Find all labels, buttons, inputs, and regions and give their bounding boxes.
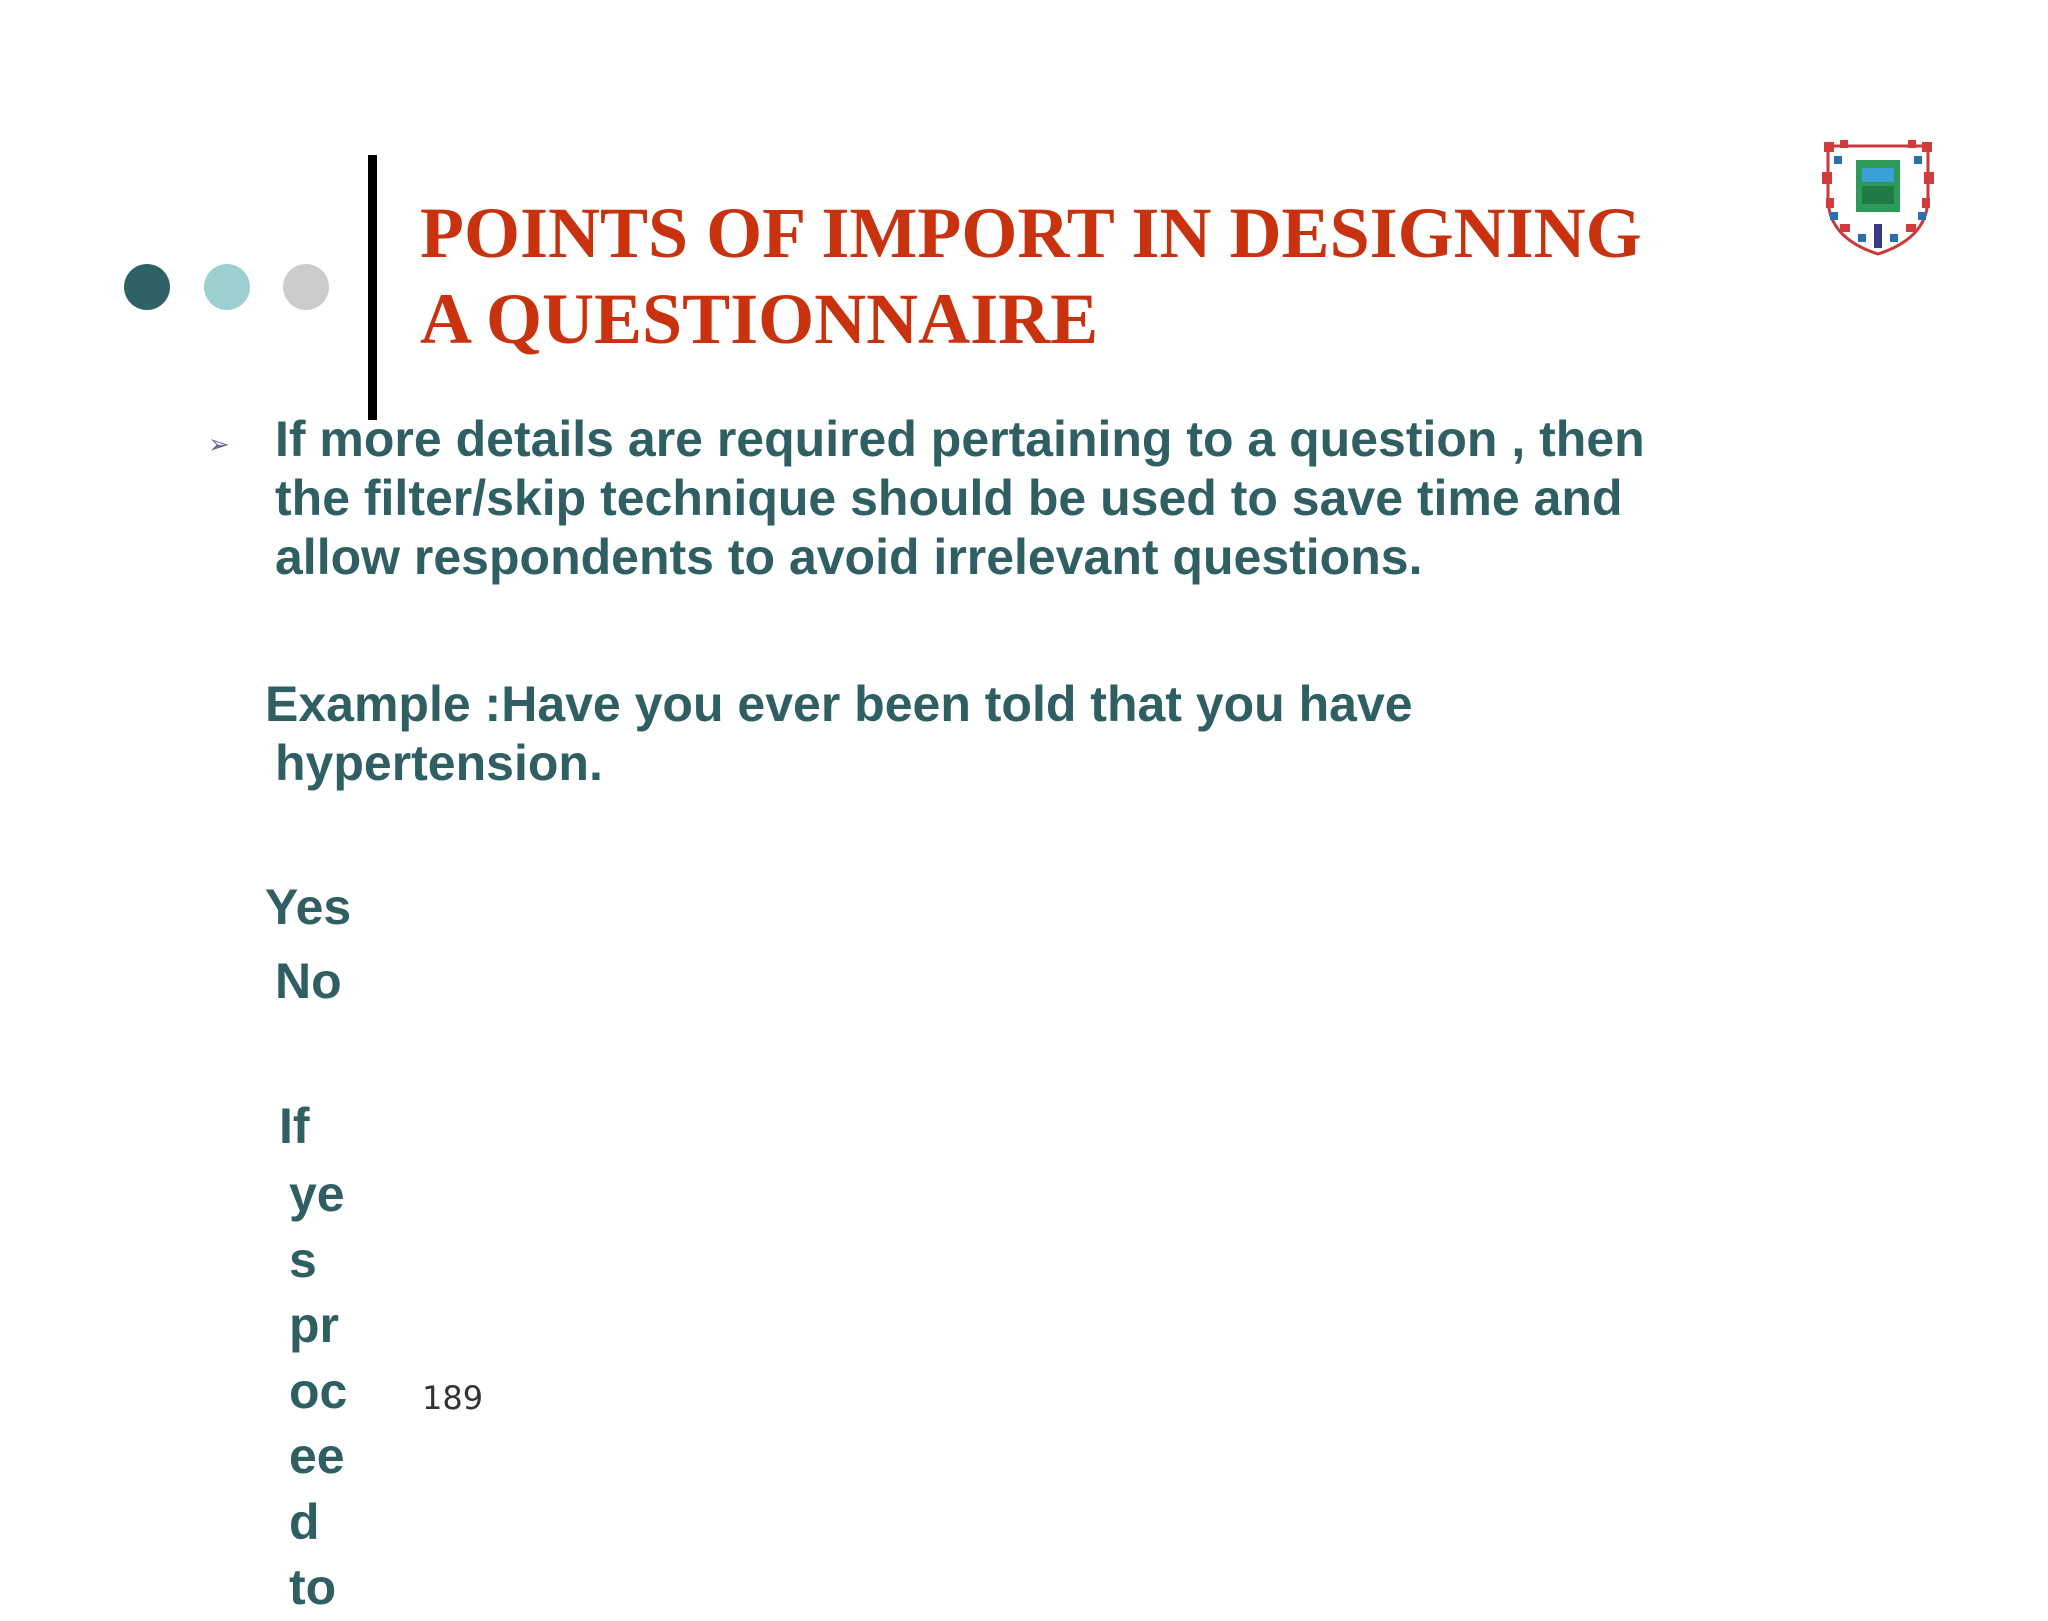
crest-logo [1818,138,1938,256]
bullet-paragraph [275,410,1645,587]
decorative-dot-teal [204,264,250,310]
follow-up-if: If [279,1098,310,1154]
bullet-line-3: allow respondents to avoid irrelevant questions. [275,529,1423,585]
follow-up-fragment: ye [289,1166,345,1222]
example-line-2: hypertension. [275,735,603,791]
option-no: No [275,953,342,1009]
bullet-line-2: the filter/skip technique should be used to save time and [275,470,1623,526]
arrow-bullet-icon: ➢ [208,429,230,459]
slide-title-line-1: POINTS OF IMPORT IN DESIGNING [420,193,1642,273]
decorative-dot-dark [124,264,170,310]
follow-up-fragment: oc [289,1362,348,1419]
bullet-line-1: If more details are required pertaining to a question , then [275,411,1645,467]
follow-up-fragment: d [289,1493,320,1550]
decorative-dot-grey [283,264,329,310]
follow-up-wrapped-text [289,1162,347,1621]
example-line-1: Example :Have you ever been told that you have [265,676,1413,732]
follow-up-fragment: s [289,1231,317,1288]
page-number: 189 [422,1379,484,1417]
slide-title-line-2: A QUESTIONNAIRE [420,279,1099,359]
slide-title [420,190,1642,362]
title-divider [368,155,377,420]
follow-up-fragment: pr [289,1297,339,1353]
follow-up-fragment: ee [289,1428,345,1484]
option-yes: Yes [265,879,352,935]
example-text [265,675,1413,793]
follow-up-fragment: to [289,1559,337,1615]
